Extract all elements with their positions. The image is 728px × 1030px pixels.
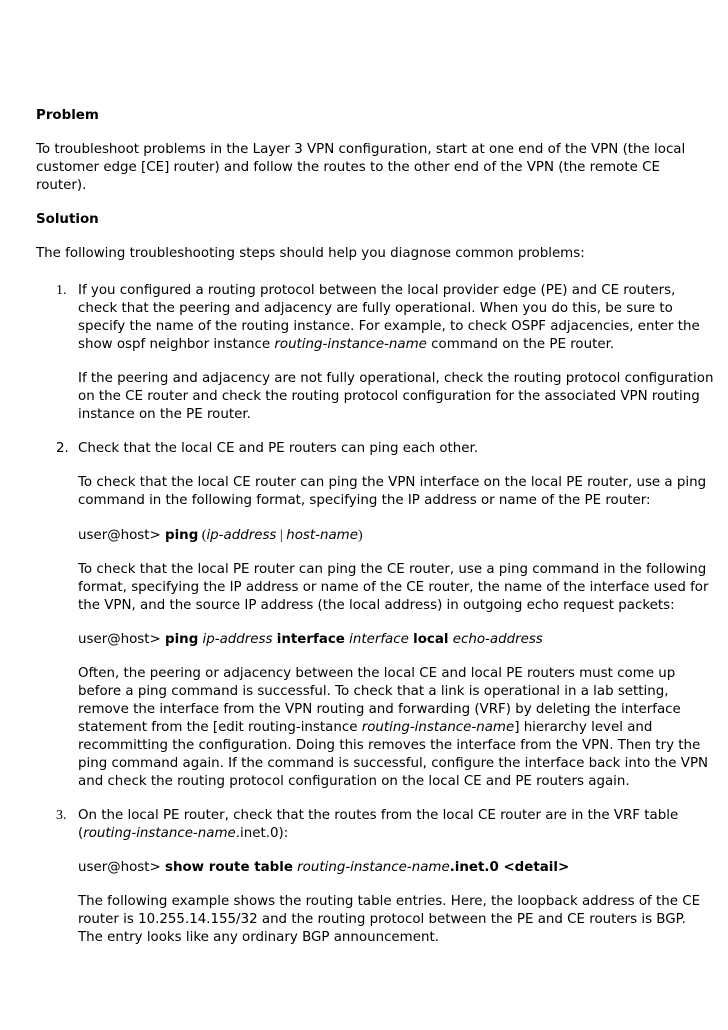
command-ping-host xyxy=(78,527,363,545)
text: .inet.0): xyxy=(235,826,289,841)
problem-line: To troubleshoot problems in the Layer 3 VPN configuration, start at one end of the VPN (the local xyxy=(36,142,686,157)
step3-para-line: The following example shows the routing table entries. Here, the loopback address of the CE xyxy=(78,894,701,909)
variable: ip-address xyxy=(206,528,277,543)
command-ping-interface xyxy=(78,631,543,649)
step3-para-line: The entry looks like any ordinary BGP announcement. xyxy=(78,930,439,945)
variable: interface xyxy=(349,632,409,647)
step2-para-line xyxy=(78,719,652,737)
punct: ( xyxy=(198,528,207,543)
list-number: 2. xyxy=(56,441,69,456)
step2-para-line: remove the interface from the VPN routing and forwarding (VRF) by deleting the interface xyxy=(78,702,681,717)
step1-para2-line: If the peering and adjacency are not fully operational, check the routing protocol configuration xyxy=(78,371,714,386)
step1-para2-line: on the CE router and check the routing protocol configuration for the associated VPN routing xyxy=(78,389,700,404)
step3-para-line: router is 10.255.14.155/32 and the routing protocol between the PE and CE routers is BGP. xyxy=(78,912,686,927)
text: ] hierarchy level and xyxy=(514,720,653,735)
variable: routing-instance-name xyxy=(297,860,450,875)
list-number: 3. xyxy=(56,808,67,823)
step1-line: If you configured a routing protocol between the local provider edge (PE) and CE routers, xyxy=(78,283,676,298)
variable: echo-address xyxy=(452,632,543,647)
problem-line: router). xyxy=(36,178,87,193)
step2-para-line: Often, the peering or adjacency between the local CE and local PE routers must come up xyxy=(78,666,676,681)
prompt: user@host> xyxy=(78,632,165,647)
step1-line xyxy=(78,336,614,354)
keyword: .inet.0 <detail> xyxy=(449,860,570,875)
text: command on the PE router. xyxy=(426,337,615,352)
punct: ) xyxy=(357,528,363,543)
keyword: ping xyxy=(164,528,199,543)
variable: routing-instance-name xyxy=(274,337,427,352)
keyword: show route table xyxy=(164,860,293,875)
punct: | xyxy=(276,528,287,543)
step2-line: Check that the local CE and PE routers can ping each other. xyxy=(78,441,479,456)
variable: routing-instance-name xyxy=(361,720,515,735)
step1-line: specify the name of the routing instance. For example, to check OSPF adjacencies, enter the xyxy=(78,319,700,334)
step3-line: On the local PE router, check that the routes from the local CE router are in the VRF table xyxy=(78,808,679,823)
keyword: ping xyxy=(164,632,199,647)
step2-para-line: command in the following format, specifying the IP address or name of the PE router: xyxy=(78,493,651,508)
variable: host-name xyxy=(286,528,358,543)
step1-line: check that the peering and adjacency are fully operational. When you do this, be sure to xyxy=(78,301,673,316)
punct: ( xyxy=(78,826,84,841)
keyword: local xyxy=(413,632,449,647)
step3-line xyxy=(78,825,288,843)
step1-para2-line: instance on the PE router. xyxy=(78,407,251,422)
heading-solution: Solution xyxy=(36,212,99,227)
problem-line: customer edge [CE] router) and follow the routes to the other end of the VPN (the remote CE xyxy=(36,160,660,175)
intro-text: The following troubleshooting steps should help you diagnose common problems: xyxy=(36,246,585,261)
step2-para-line: To check that the local PE router can ping the CE router, use a ping command in the following xyxy=(78,562,707,577)
command-show-route-table xyxy=(78,859,569,877)
variable: ip-address xyxy=(202,632,273,647)
prompt: user@host> xyxy=(78,528,165,543)
step2-para-line: To check that the local CE router can ping the VPN interface on the local PE router, use a ping xyxy=(78,475,707,490)
variable: routing-instance-name xyxy=(83,826,236,841)
keyword: interface xyxy=(276,632,345,647)
text: show ospf neighbor instance xyxy=(78,337,275,352)
prompt: user@host> xyxy=(78,860,165,875)
step2-para-line: the VPN, and the source IP address (the local address) in outgoing echo request packets: xyxy=(78,598,675,613)
step2-para-line: before a ping command is successful. To check that a link is operational in a lab setting, xyxy=(78,684,669,699)
heading-problem: Problem xyxy=(36,108,99,123)
step2-para-line: format, specifying the IP address or name of the CE router, the name of the interface used for xyxy=(78,580,709,595)
step2-para-line: and check the routing protocol configuration on the local CE and PE routers again. xyxy=(78,774,630,789)
text: statement from the [edit routing-instance xyxy=(78,720,362,735)
step2-para-line: recommitting the configuration. Doing this removes the interface from the VPN. Then try the xyxy=(78,738,701,753)
list-number: 1. xyxy=(56,283,67,298)
step2-para-line: ping command again. If the command is successful, configure the interface back into the VPN xyxy=(78,756,709,771)
